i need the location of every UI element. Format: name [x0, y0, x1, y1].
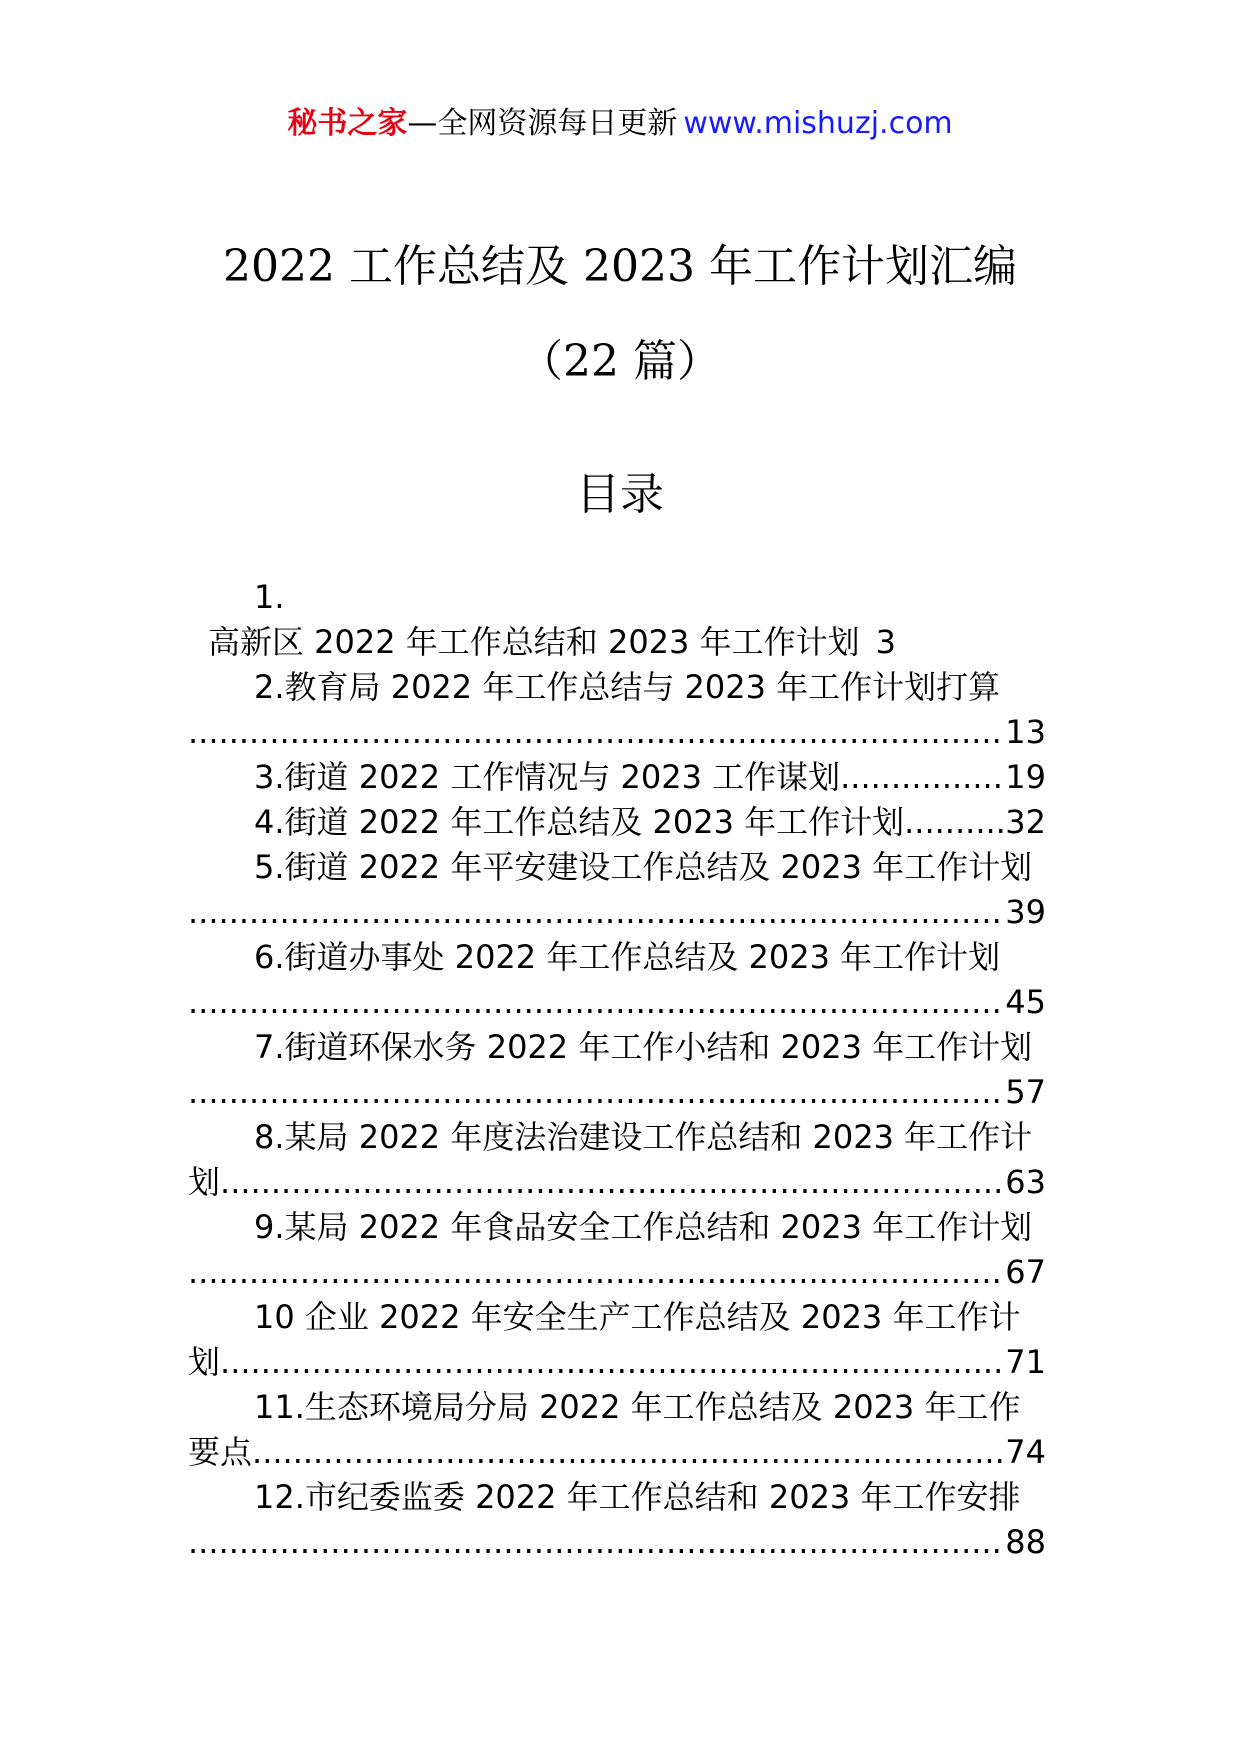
dot-leader [220, 1340, 1005, 1385]
toc-entry-page: 74 [1005, 1433, 1046, 1471]
toc-entry-page: 71 [1005, 1343, 1046, 1381]
toc-entry-title: 4.街道 2022 年工作总结及 2023 年工作计划 [254, 803, 905, 841]
toc-entry-1-number[interactable]: 1. [254, 578, 285, 616]
toc-entry-page: 32 [1005, 803, 1046, 841]
dot-leader [188, 890, 1005, 935]
document-title: 2022 工作总结及 2023 年工作计划汇编 [223, 241, 1017, 292]
dot-leader [220, 1160, 1005, 1205]
dot-leader [188, 1070, 1005, 1115]
toc-entry-1[interactable] [188, 620, 1046, 665]
toc-entry-title-continued: 划 [188, 1343, 221, 1381]
toc-entry-page: 63 [1005, 1163, 1046, 1201]
dot-leader [252, 1430, 1005, 1475]
toc-entry-page: 45 [1005, 983, 1046, 1021]
table-of-contents [188, 575, 1046, 1565]
toc-entry-12[interactable]: 12.市纪委监委 2022 年工作总结和 2023 年工作安排 [254, 1478, 1021, 1516]
toc-entry-3[interactable] [188, 755, 1046, 800]
toc-entry-10-leader[interactable] [188, 1340, 1046, 1385]
toc-entry-5[interactable]: 5.街道 2022 年平安建设工作总结及 2023 年工作计划 [254, 848, 1033, 886]
site-url-link[interactable]: www.mishuzj.com [683, 106, 953, 141]
toc-entry-6-leader[interactable] [188, 980, 1046, 1025]
dot-leader [840, 755, 1005, 800]
toc-entry-2[interactable]: 2.教育局 2022 年工作总结与 2023 年工作计划打算 [254, 668, 1001, 706]
toc-entry-7[interactable]: 7.街道环保水务 2022 年工作小结和 2023 年工作计划 [254, 1028, 1033, 1066]
toc-entry-page: 3 [875, 623, 896, 661]
toc-entry-8-leader[interactable] [188, 1160, 1046, 1205]
dot-leader [188, 1250, 1005, 1295]
toc-entry-7-leader[interactable] [188, 1070, 1046, 1115]
toc-entry-title-continued: 要点 [188, 1433, 253, 1471]
site-header [0, 98, 1240, 142]
document-subtitle: （22 篇） [519, 336, 721, 387]
toc-entry-11-leader[interactable] [188, 1430, 1046, 1475]
dot-leader [188, 710, 1005, 755]
toc-heading: 目录 [576, 469, 664, 520]
toc-entry-page: 57 [1005, 1073, 1046, 1111]
toc-entry-11[interactable]: 11.生态环境局分局 2022 年工作总结及 2023 年工作 [254, 1388, 1021, 1426]
toc-entry-page: 88 [1005, 1523, 1046, 1561]
brand-name: 秘书之家 [287, 106, 408, 141]
toc-entry-9[interactable]: 9.某局 2022 年食品安全工作总结和 2023 年工作计划 [254, 1208, 1033, 1246]
toc-entry-title: 3.街道 2022 工作情况与 2023 工作谋划 [254, 758, 841, 796]
dot-leader [188, 980, 1005, 1025]
dot-leader [904, 800, 1005, 845]
toc-entry-title-continued: 划 [188, 1163, 221, 1201]
toc-entry-12-leader[interactable] [188, 1520, 1046, 1565]
toc-entry-page: 13 [1005, 713, 1046, 751]
toc-entry-8[interactable]: 8.某局 2022 年度法治建设工作总结和 2023 年工作计 [254, 1118, 1033, 1156]
dot-leader [188, 1520, 1005, 1565]
toc-entry-5-leader[interactable] [188, 890, 1046, 935]
toc-entry-4[interactable] [188, 800, 1046, 845]
toc-entry-6[interactable]: 6.街道办事处 2022 年工作总结及 2023 年工作计划 [254, 938, 1001, 976]
header-tagline: —全网资源每日更新 [407, 106, 678, 141]
toc-entry-10[interactable]: 10 企业 2022 年安全生产工作总结及 2023 年工作计 [254, 1298, 1021, 1336]
toc-entry-2-leader[interactable] [188, 710, 1046, 755]
toc-entry-page: 67 [1005, 1253, 1046, 1291]
toc-entry-9-leader[interactable] [188, 1250, 1046, 1295]
toc-entry-title: 高新区 2022 年工作总结和 2023 年工作计划 [208, 623, 860, 661]
toc-entry-page: 39 [1005, 893, 1046, 931]
toc-entry-page: 19 [1005, 758, 1046, 796]
